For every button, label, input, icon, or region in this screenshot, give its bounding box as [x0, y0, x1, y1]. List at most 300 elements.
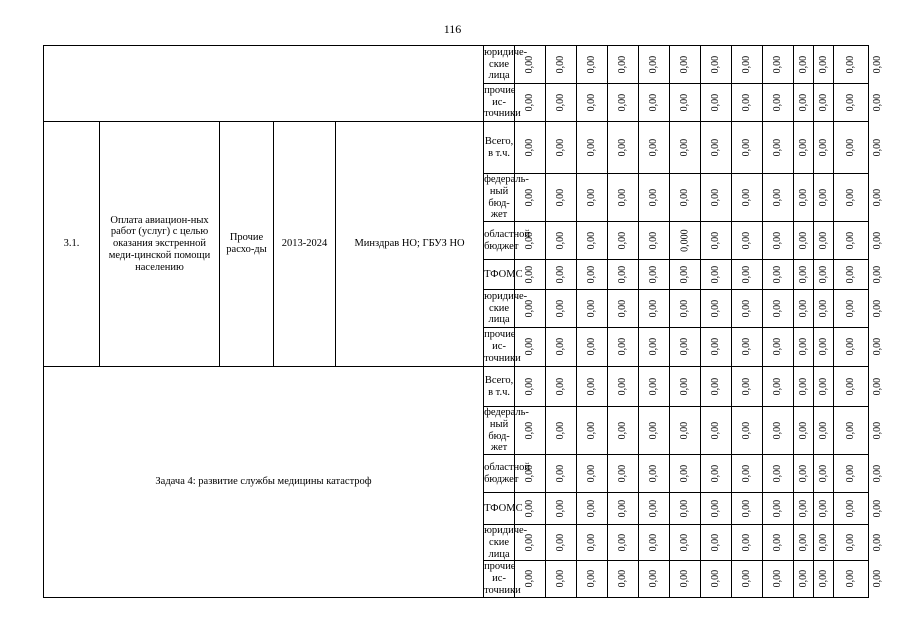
value-text: 0,00 [555, 377, 567, 395]
value-cell [794, 525, 814, 561]
value-text: 0,00 [648, 265, 660, 283]
value-text: 0,00 [872, 464, 884, 482]
value-cell [670, 84, 701, 122]
value-text: 0,00 [845, 569, 857, 588]
value-text: 0,00 [797, 138, 809, 156]
value-cell [814, 174, 834, 222]
value-cell [732, 122, 763, 174]
value-cell [639, 493, 670, 525]
value-cell [608, 174, 639, 222]
value-text: 0,00 [872, 337, 884, 356]
value-text: 0,00 [679, 55, 691, 73]
value-cell [639, 222, 670, 260]
value-text: 0,00 [586, 533, 598, 552]
value-text: 0,00 [741, 337, 753, 356]
value-text: 0,00 [845, 499, 857, 517]
value-cell [670, 222, 701, 260]
value-text: 0,00 [586, 93, 598, 111]
value-cell [701, 493, 732, 525]
value-text: 0,00 [817, 138, 829, 156]
value-cell [732, 525, 763, 561]
value-text: 0,00 [872, 231, 884, 249]
value-cell [608, 260, 639, 290]
value-cell [515, 455, 546, 493]
value-text: 0,00 [617, 377, 629, 395]
value-cell [794, 493, 814, 525]
value-cell [546, 290, 577, 328]
value-cell [794, 260, 814, 290]
value-text: 0,00 [555, 421, 567, 439]
value-cell [763, 260, 794, 290]
value-cell [701, 260, 732, 290]
value-cell [515, 407, 546, 455]
value-text: 0,00 [524, 188, 536, 206]
value-text: 0,00 [710, 138, 722, 156]
value-cell [608, 84, 639, 122]
funding-source-cell: областной бюджет [484, 222, 515, 260]
value-text: 0,00 [679, 569, 691, 588]
value-cell [515, 525, 546, 561]
value-cell [701, 367, 732, 407]
value-text: 0,00 [741, 55, 753, 73]
value-text: 0,00 [772, 55, 784, 73]
value-text: 0,00 [524, 337, 536, 356]
value-text: 0,00 [648, 188, 660, 206]
value-cell [546, 84, 577, 122]
value-cell [577, 561, 608, 597]
value-text: 0,00 [617, 93, 629, 111]
value-cell [546, 328, 577, 367]
value-cell [577, 46, 608, 84]
value-cell [670, 122, 701, 174]
value-cell [608, 455, 639, 493]
value-text: 0,00 [710, 533, 722, 552]
value-cell [639, 260, 670, 290]
page-number: 116 [443, 22, 462, 36]
value-cell [608, 328, 639, 367]
value-text: 0,00 [741, 299, 753, 317]
value-cell [577, 174, 608, 222]
value-cell [834, 407, 869, 455]
value-cell [814, 525, 834, 561]
value-text: 0,00 [817, 231, 829, 249]
value-text: 0,00 [872, 421, 884, 439]
value-text: 0,00 [648, 55, 660, 73]
value-cell [701, 222, 732, 260]
value-text: 0,00 [845, 138, 857, 156]
value-cell [515, 122, 546, 174]
value-text: 0,00 [679, 299, 691, 317]
value-text: 0,00 [617, 499, 629, 517]
value-cell [794, 222, 814, 260]
value-text: 0,00 [586, 138, 598, 156]
value-text: 0,00 [586, 337, 598, 356]
value-text: 0,00 [872, 55, 884, 73]
task-4-group [44, 367, 884, 598]
value-cell [763, 222, 794, 260]
value-cell [608, 561, 639, 597]
value-text: 0,00 [741, 569, 753, 588]
executor: Минздрав НО; ГБУЗ НО [336, 122, 484, 367]
value-text: 0,00 [524, 299, 536, 317]
value-text: 0,00 [679, 533, 691, 552]
value-text: 0,00 [772, 299, 784, 317]
value-text: 0,00 [710, 569, 722, 588]
value-cell [814, 328, 834, 367]
value-text: 0,00 [586, 231, 598, 249]
value-text: 0,00 [555, 299, 567, 317]
value-cell [732, 407, 763, 455]
value-cell [608, 525, 639, 561]
value-text: 0,00 [817, 337, 829, 356]
value-text: 0,00 [648, 231, 660, 249]
value-cell [546, 493, 577, 525]
value-text: 0,00 [617, 188, 629, 206]
value-text: 0,00 [586, 421, 598, 439]
value-text: 0,00 [555, 93, 567, 111]
value-cell [814, 561, 834, 597]
value-text: 0,00 [617, 55, 629, 73]
value-text: 0,00 [741, 464, 753, 482]
value-cell [794, 290, 814, 328]
value-text: 0,00 [797, 533, 809, 552]
value-cell [670, 493, 701, 525]
funding-source-cell: федераль-ный бюд-жет [484, 174, 529, 221]
value-text: 0,00 [586, 188, 598, 206]
value-cell [639, 561, 670, 597]
value-text: 0,00 [872, 93, 884, 111]
value-text: 0,00 [797, 421, 809, 439]
value-cell [701, 290, 732, 328]
value-text: 0,00 [555, 464, 567, 482]
value-text: 0,00 [648, 421, 660, 439]
value-cell [814, 46, 834, 84]
value-cell [546, 122, 577, 174]
value-text: 0,00 [555, 337, 567, 356]
value-cell [763, 122, 794, 174]
value-cell [732, 367, 763, 407]
value-cell [701, 455, 732, 493]
value-text: 0,00 [845, 231, 857, 249]
value-text: 0,00 [872, 569, 884, 588]
table-row [44, 122, 869, 174]
value-cell [639, 122, 670, 174]
value-text: 0,00 [741, 93, 753, 111]
value-cell [763, 493, 794, 525]
value-cell [763, 561, 794, 597]
value-text: 0,00 [817, 569, 829, 588]
value-cell [515, 328, 546, 367]
value-text: 0,00 [555, 231, 567, 249]
value-text: 0,00 [617, 533, 629, 552]
value-text: 0,00 [797, 55, 809, 73]
value-text: 0,00 [741, 499, 753, 517]
value-text: 0,00 [797, 377, 809, 395]
value-text: 0,00 [648, 499, 660, 517]
value-text: 0,00 [586, 377, 598, 395]
value-cell [763, 174, 794, 222]
value-text: 0,00 [679, 93, 691, 111]
value-text: 0,00 [710, 421, 722, 439]
value-text: 0,00 [817, 265, 829, 283]
value-text: 0,00 [710, 499, 722, 517]
value-cell [639, 46, 670, 84]
value-text: 0,00 [648, 299, 660, 317]
blank-merged-cell [44, 46, 484, 122]
value-cell [515, 493, 546, 525]
value-text: 0,00 [617, 265, 629, 283]
value-text: 0,00 [679, 377, 691, 395]
value-text: 0,00 [817, 421, 829, 439]
value-cell [577, 367, 608, 407]
value-cell [763, 525, 794, 561]
value-text: 0,00 [772, 93, 784, 111]
value-cell [515, 290, 546, 328]
value-text: 0,00 [845, 188, 857, 206]
value-cell [814, 407, 834, 455]
value-text: 0,00 [741, 265, 753, 283]
value-cell [814, 84, 834, 122]
value-text: 0,00 [772, 533, 784, 552]
value-text: 0,00 [586, 265, 598, 283]
funding-source-cell: прочие ис-точники [484, 84, 515, 122]
value-text: 0,00 [797, 188, 809, 206]
funding-source-cell: юридиче-ские лица [484, 290, 515, 328]
value-cell [515, 84, 546, 122]
value-cell [639, 525, 670, 561]
value-text: 0,00 [710, 231, 722, 249]
value-text: 0,00 [710, 299, 722, 317]
value-text: 0,00 [710, 377, 722, 395]
value-cell [639, 328, 670, 367]
value-text: 0,00 [648, 464, 660, 482]
value-text: 0,00 [710, 93, 722, 111]
value-text: 0,00 [679, 265, 691, 283]
value-text: 0,00 [741, 377, 753, 395]
value-cell [670, 46, 701, 84]
value-text: 0,00 [872, 138, 884, 156]
value-text: 0,00 [524, 377, 536, 395]
value-text: 0,00 [555, 499, 567, 517]
value-text: 0,00 [617, 464, 629, 482]
value-text: 0,00 [679, 464, 691, 482]
period: 2013-2024 [274, 122, 336, 367]
value-text: 0,00 [555, 533, 567, 552]
value-text: 0,00 [845, 337, 857, 356]
value-cell [834, 328, 869, 367]
value-text: 0,00 [772, 337, 784, 356]
value-text: 0,00 [872, 377, 884, 395]
value-cell [608, 407, 639, 455]
value-text: 0,00 [710, 265, 722, 283]
value-text: 0,00 [797, 299, 809, 317]
value-text: 0,00 [648, 533, 660, 552]
value-cell [794, 561, 814, 597]
value-cell [834, 561, 869, 597]
funding-source-cell: юридиче-ские лица [484, 525, 528, 560]
value-cell [794, 367, 814, 407]
value-cell [701, 174, 732, 222]
value-text: 0,00 [679, 337, 691, 356]
value-cell [546, 407, 577, 455]
value-text: 0,00 [845, 464, 857, 482]
value-cell [732, 493, 763, 525]
value-text: 0,00 [524, 93, 536, 111]
value-cell [834, 174, 869, 222]
value-cell [546, 260, 577, 290]
table-row [44, 367, 869, 407]
value-cell [701, 122, 732, 174]
value-cell [515, 367, 546, 407]
value-cell [814, 260, 834, 290]
value-text: 0,00 [586, 499, 598, 517]
value-cell [639, 367, 670, 407]
value-text: 0,00 [817, 499, 829, 517]
value-cell [515, 46, 546, 84]
funding-source-cell: ТФОМС [484, 493, 515, 525]
value-text: 0,00 [817, 188, 829, 206]
value-cell [577, 84, 608, 122]
value-text: 0,00 [710, 55, 722, 73]
value-text: 0,00 [872, 188, 884, 206]
value-cell [608, 222, 639, 260]
value-cell [515, 561, 546, 597]
value-cell [834, 46, 869, 84]
value-cell [577, 407, 608, 455]
value-cell [794, 46, 814, 84]
value-cell [577, 493, 608, 525]
value-cell [546, 525, 577, 561]
value-text: 0,00 [817, 93, 829, 111]
value-cell [701, 46, 732, 84]
value-text: 0,00 [617, 421, 629, 439]
value-text: 0,00 [872, 533, 884, 552]
value-cell [670, 525, 701, 561]
value-cell [608, 290, 639, 328]
funding-source-cell: прочие ис-точники [484, 561, 521, 596]
value-text: 0,00 [741, 138, 753, 156]
value-cell [763, 407, 794, 455]
expense-type: Прочие расхо-ды [220, 122, 274, 367]
value-text: 0,00 [524, 265, 536, 283]
value-text: 0,00 [772, 231, 784, 249]
value-text: 0,00 [648, 337, 660, 356]
value-text: 0,00 [772, 265, 784, 283]
value-cell [732, 290, 763, 328]
value-text: 0,00 [772, 464, 784, 482]
value-cell [814, 455, 834, 493]
value-cell [639, 174, 670, 222]
value-text: 0,00 [648, 93, 660, 111]
value-cell [639, 455, 670, 493]
value-text: 0,00 [617, 299, 629, 317]
value-text: 0,00 [524, 533, 536, 552]
value-cell [814, 290, 834, 328]
value-cell [515, 222, 546, 260]
value-cell [608, 46, 639, 84]
value-cell [814, 493, 834, 525]
value-text: 0,00 [710, 188, 722, 206]
value-text: 0,00 [586, 569, 598, 588]
value-cell [608, 367, 639, 407]
value-cell [577, 328, 608, 367]
value-text: 0,00 [648, 377, 660, 395]
value-text: 0,00 [524, 421, 536, 439]
value-cell [794, 407, 814, 455]
value-text: 0,00 [679, 188, 691, 206]
value-text: 0,00 [797, 231, 809, 249]
value-text: 0,00 [797, 93, 809, 111]
value-text: 0,00 [845, 93, 857, 111]
value-text: 0,00 [524, 138, 536, 156]
measure-3-1-group [44, 122, 884, 367]
value-cell [732, 561, 763, 597]
value-cell [670, 174, 701, 222]
value-cell [834, 455, 869, 493]
value-cell [732, 174, 763, 222]
funding-source-cell: федераль-ный бюд-жет [484, 407, 529, 454]
value-text: 0,00 [648, 569, 660, 588]
value-cell [834, 222, 869, 260]
value-text: 0,00 [555, 188, 567, 206]
value-text: 0,00 [817, 299, 829, 317]
value-cell [701, 525, 732, 561]
measure-number: 3.1. [44, 122, 100, 367]
value-text: 0,00 [741, 188, 753, 206]
value-text: 0,00 [817, 55, 829, 73]
value-cell [834, 525, 869, 561]
value-text: 0,00 [872, 265, 884, 283]
value-text: 0,00 [648, 138, 660, 156]
value-text: 0,00 [555, 138, 567, 156]
value-cell [794, 328, 814, 367]
continuation-group [44, 46, 884, 122]
value-cell [577, 290, 608, 328]
value-cell [732, 222, 763, 260]
value-cell [515, 260, 546, 290]
value-text: 0,00 [524, 499, 536, 517]
value-cell [763, 46, 794, 84]
value-cell [834, 122, 869, 174]
budget-table [43, 45, 884, 598]
value-cell [794, 455, 814, 493]
value-cell [763, 455, 794, 493]
value-text: 0,00 [617, 138, 629, 156]
value-text: 0,00 [679, 421, 691, 439]
value-cell [639, 84, 670, 122]
value-text: 0,00 [872, 499, 884, 517]
value-cell [701, 407, 732, 455]
value-text: 0,00 [586, 55, 598, 73]
value-text: 0,00 [586, 464, 598, 482]
value-text: 0,00 [772, 138, 784, 156]
value-text: 0,00 [845, 299, 857, 317]
value-cell [763, 84, 794, 122]
value-text: 0,00 [845, 377, 857, 395]
value-text: 0,00 [679, 499, 691, 517]
value-text: 0,00 [845, 55, 857, 73]
value-cell [546, 367, 577, 407]
value-text: 0,00 [524, 231, 536, 249]
value-text: 0,00 [741, 533, 753, 552]
funding-source-cell: ТФОМС [484, 260, 515, 290]
value-text: 0,00 [817, 377, 829, 395]
value-cell [515, 174, 546, 222]
table-row [44, 46, 869, 84]
funding-source-cell: Всего, в т.ч. [484, 122, 515, 174]
value-text: 0,00 [555, 55, 567, 73]
value-cell [701, 328, 732, 367]
